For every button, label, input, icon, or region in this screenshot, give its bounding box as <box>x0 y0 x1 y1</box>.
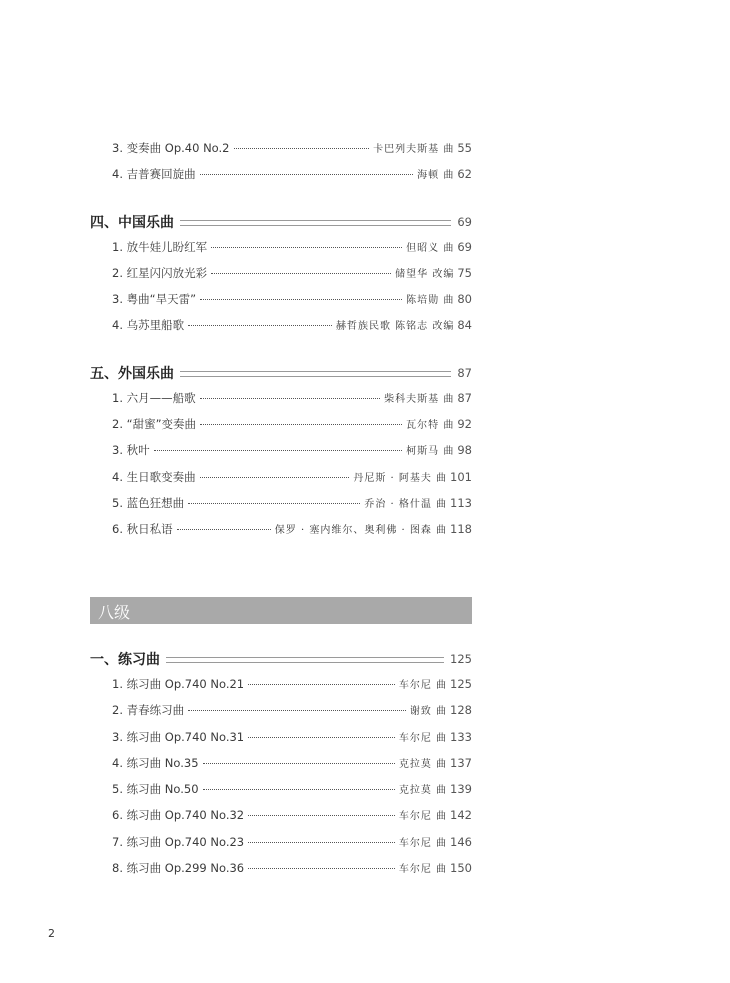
entry-page: 101 <box>450 469 472 484</box>
leader-dots <box>154 450 403 451</box>
toc-entry[interactable] <box>90 495 472 521</box>
toc-entry[interactable] <box>90 416 472 442</box>
section-title: 四、中国乐曲 <box>90 214 174 231</box>
leader-dots <box>188 503 360 504</box>
toc-entry[interactable] <box>90 442 472 468</box>
entry-composer: 陈培勋 曲 <box>406 295 455 307</box>
entry-title: 3. 变奏曲 Op.40 No.2 <box>112 141 230 155</box>
entry-title: 2. 青春练习曲 <box>112 703 185 718</box>
entry-composer: 海顿 曲 <box>417 170 455 182</box>
entry-title: 6. 练习曲 Op.740 No.32 <box>112 808 245 823</box>
entry-page: 118 <box>450 522 472 537</box>
section-chinese-pieces <box>90 207 472 344</box>
entry-title: 3. 粤曲“旱天雷” <box>112 292 197 307</box>
entry-page: 62 <box>457 167 472 182</box>
section-foreign-pieces <box>90 358 472 548</box>
entry-title: 4. 生日歌变奏曲 <box>112 469 196 484</box>
grade-label: 八级 <box>98 603 131 622</box>
entry-composer: 保罗 · 塞内维尔、奥利佛 · 图森 曲 <box>274 525 448 537</box>
entry-composer: 卡巴列夫斯基 曲 <box>373 144 455 155</box>
toc-entry[interactable] <box>90 166 472 192</box>
entry-page: 137 <box>450 755 472 770</box>
toc-entry[interactable] <box>90 834 472 860</box>
leader-dots <box>200 424 402 425</box>
toc-entry[interactable] <box>90 291 472 317</box>
entry-page: 87 <box>457 390 472 405</box>
section-page: 69 <box>457 214 472 229</box>
entry-page: 150 <box>450 861 472 876</box>
entry-title: 7. 练习曲 Op.740 No.23 <box>112 834 245 849</box>
leader-dots <box>234 148 370 149</box>
entry-page: 80 <box>457 292 472 307</box>
section-page: 87 <box>457 365 472 380</box>
section-heading[interactable] <box>90 358 472 388</box>
entry-page: 69 <box>457 239 472 254</box>
toc-entry[interactable] <box>90 702 472 728</box>
entry-title: 1. 六月——船歌 <box>112 390 196 405</box>
entry-composer: 车尔尼 曲 <box>398 864 448 876</box>
toc-entry[interactable] <box>90 755 472 781</box>
toc-entry[interactable] <box>90 469 472 495</box>
entry-page: 55 <box>457 141 472 155</box>
entry-title: 4. 吉普赛回旋曲 <box>112 167 196 182</box>
leader-dots <box>248 868 395 869</box>
entry-page: 125 <box>450 677 472 691</box>
entry-page: 139 <box>450 782 472 797</box>
entry-title: 5. 练习曲 No.50 <box>112 782 199 797</box>
toc-upper <box>90 140 472 548</box>
entry-composer: 谢致 曲 <box>409 706 448 718</box>
entry-title: 2. 红星闪闪放光彩 <box>112 265 208 280</box>
section-rule <box>180 220 451 226</box>
entry-title: 6. 秋日私语 <box>112 522 173 537</box>
leader-dots <box>248 737 395 738</box>
entry-composer: 丹尼斯 · 阿基夫 曲 <box>353 472 448 484</box>
entry-title: 3. 秋叶 <box>112 443 150 458</box>
section-title: 一、练习曲 <box>90 652 160 668</box>
toc-entry[interactable] <box>90 317 472 343</box>
entry-page: 133 <box>450 729 472 744</box>
leader-dots <box>203 789 395 790</box>
toc-entry[interactable] <box>90 676 472 702</box>
section-title: 五、外国乐曲 <box>90 365 174 382</box>
leader-dots <box>211 273 391 274</box>
entry-title: 2. “甜蜜”变奏曲 <box>112 417 197 432</box>
entry-page: 146 <box>450 834 472 849</box>
leader-dots <box>200 174 414 175</box>
section-rule <box>166 657 444 663</box>
leader-dots <box>188 325 332 326</box>
entry-composer: 瓦尔特 曲 <box>406 420 455 432</box>
entry-composer: 克拉莫 曲 <box>398 758 448 770</box>
section-continued <box>90 140 472 193</box>
entry-title: 4. 练习曲 No.35 <box>112 755 199 770</box>
entry-title: 1. 练习曲 Op.740 No.21 <box>112 677 245 691</box>
entry-composer: 但昭义 曲 <box>406 242 455 254</box>
entry-title: 3. 练习曲 Op.740 No.31 <box>112 729 245 744</box>
entry-page: 92 <box>457 417 472 432</box>
entry-page: 142 <box>450 808 472 823</box>
leader-dots <box>188 710 406 711</box>
toc-entry[interactable] <box>90 390 472 416</box>
toc-entry[interactable] <box>90 521 472 547</box>
grade-eight-banner <box>90 597 472 624</box>
leader-dots <box>200 299 402 300</box>
section-page: 125 <box>450 652 472 666</box>
section-rule <box>180 371 451 377</box>
entry-composer: 克拉莫 曲 <box>398 785 448 797</box>
entry-composer: 车尔尼 曲 <box>398 811 448 823</box>
section-heading[interactable] <box>90 644 472 674</box>
section-etudes <box>90 644 472 886</box>
leader-dots <box>177 529 271 530</box>
leader-dots <box>211 247 402 248</box>
leader-dots <box>203 763 395 764</box>
entry-composer: 赫哲族民歌 陈铭志 改编 <box>336 321 455 333</box>
toc-entry[interactable] <box>90 781 472 807</box>
section-heading[interactable] <box>90 207 472 237</box>
entry-title: 4. 乌苏里船歌 <box>112 318 185 333</box>
entry-title: 5. 蓝色狂想曲 <box>112 495 185 510</box>
entry-composer: 柯斯马 曲 <box>406 446 455 458</box>
entry-composer: 车尔尼 曲 <box>398 732 448 744</box>
entry-composer: 储望华 改编 <box>395 268 455 280</box>
toc-entry[interactable] <box>90 239 472 265</box>
entry-title: 8. 练习曲 Op.299 No.36 <box>112 861 245 876</box>
toc-entry[interactable] <box>90 729 472 755</box>
entry-composer: 车尔尼 曲 <box>398 680 448 691</box>
entry-composer: 柴科夫斯基 曲 <box>384 393 455 405</box>
leader-dots <box>200 477 350 478</box>
entry-page: 113 <box>450 495 472 510</box>
entry-composer: 乔治 · 格什温 曲 <box>364 498 448 510</box>
entry-page: 75 <box>457 265 472 280</box>
entry-page: 128 <box>450 703 472 718</box>
entry-page: 84 <box>457 318 472 333</box>
leader-dots <box>200 398 381 399</box>
entry-composer: 车尔尼 曲 <box>398 837 448 849</box>
toc-entry[interactable] <box>90 807 472 833</box>
entry-title: 1. 放牛娃儿盼红军 <box>112 239 208 254</box>
toc-lower <box>90 638 472 886</box>
leader-dots <box>248 842 395 843</box>
leader-dots <box>248 815 395 816</box>
toc-entry[interactable] <box>90 860 472 886</box>
toc-entry[interactable] <box>90 140 472 166</box>
entry-page: 98 <box>457 443 472 458</box>
toc-entry[interactable] <box>90 265 472 291</box>
page-number: 2 <box>48 927 55 940</box>
leader-dots <box>248 684 395 685</box>
